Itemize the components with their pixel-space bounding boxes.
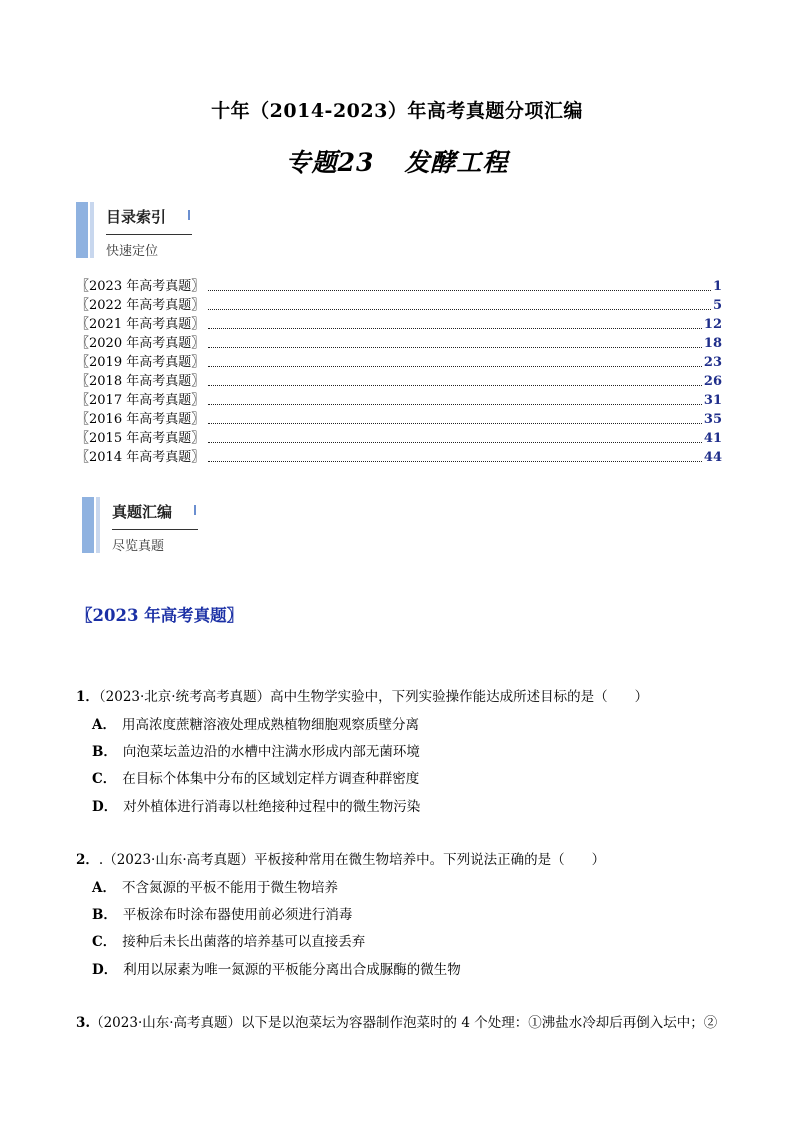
toc-row[interactable] (76, 428, 722, 447)
toc-leader (208, 461, 702, 462)
question-1 (76, 685, 648, 705)
topic-title (0, 143, 794, 179)
toc-row[interactable] (76, 390, 722, 409)
toc-row[interactable] (76, 276, 722, 295)
toc-label: 〖2021 年高考真题〗 (76, 317, 205, 332)
toc-label: 〖2022 年高考真题〗 (76, 298, 205, 313)
toc-leader (208, 366, 702, 367)
option-text: 用高浓度蔗糖溶液处理成熟植物细胞观察质壁分离 (121, 717, 419, 733)
toc-leader (208, 290, 711, 291)
toc-page[interactable]: 12 (703, 317, 722, 332)
toc-leader (208, 404, 702, 405)
toc-page[interactable]: 23 (703, 355, 722, 370)
accent-bar-light (90, 202, 94, 258)
toc-row[interactable] (76, 314, 722, 333)
option-text: 不含氮源的平板不能用于微生物培养 (121, 880, 338, 896)
option-b (92, 903, 352, 923)
toc-page[interactable]: 31 (703, 393, 722, 408)
toc-row[interactable] (76, 333, 722, 352)
accent-bar (76, 202, 88, 258)
toc-leader (208, 309, 711, 310)
option-letter: A． (92, 717, 116, 733)
toc-row[interactable] (76, 447, 722, 466)
toc-page[interactable]: 44 (703, 450, 722, 465)
question-number: 2． (76, 852, 99, 868)
option-text: 利用以尿素为唯一氮源的平板能分离出合成脲酶的微生物 (123, 962, 461, 978)
option-a (92, 876, 338, 896)
topic-number: 专题23 (285, 148, 375, 177)
accent-bar (82, 497, 94, 553)
toc-label: 〖2019 年高考真题〗 (76, 355, 205, 370)
heading-rule (106, 234, 192, 235)
question-2 (76, 848, 605, 868)
toc-leader (208, 423, 702, 424)
toc-label: 〖2020 年高考真题〗 (76, 336, 205, 351)
option-a (92, 713, 419, 733)
heading-tick-icon (188, 210, 190, 220)
toc-label: 〖2015 年高考真题〗 (76, 431, 205, 446)
option-letter: D． (92, 799, 118, 815)
toc-leader (208, 328, 702, 329)
question-number: 3. (76, 1015, 91, 1031)
option-text: 对外植体进行消毒以杜绝接种过程中的微生物污染 (123, 799, 421, 815)
option-letter: A． (92, 880, 116, 896)
accent-bar-light (96, 497, 100, 553)
topic-name: 发酵工程 (404, 148, 509, 177)
option-text: 向泡菜坛盖边沿的水槽中注满水形成内部无菌环境 (122, 744, 420, 760)
option-d (92, 958, 461, 978)
option-letter: C． (92, 771, 117, 787)
toc-page[interactable]: 35 (703, 412, 722, 427)
toc-page[interactable]: 18 (703, 336, 722, 351)
toc-row[interactable] (76, 295, 722, 314)
question-text: （2023·山东·高考真题）以下是以泡菜坛为容器制作泡菜时的 4 个处理：①沸盐水冷却后再倒入坛中；② (90, 1015, 718, 1031)
toc-label: 〖2018 年高考真题〗 (76, 374, 205, 389)
option-text: 平板涂布时涂布器使用前必须进行消毒 (122, 907, 353, 923)
option-letter: B． (92, 907, 117, 923)
toc-page[interactable]: 26 (703, 374, 722, 389)
index-heading: 目录索引 (106, 208, 167, 226)
option-c (92, 930, 365, 950)
toc-label: 〖2023 年高考真题〗 (76, 279, 205, 294)
compile-heading: 真题汇编 (112, 503, 173, 521)
index-subheading: 快速定位 (106, 244, 159, 259)
toc-leader (208, 347, 702, 348)
question-number: 1． (76, 689, 99, 705)
question-3 (76, 1011, 717, 1031)
toc-label: 〖2014 年高考真题〗 (76, 450, 205, 465)
toc-label: 〖2017 年高考真题〗 (76, 393, 205, 408)
option-text: 在目标个体集中分布的区域划定样方调查种群密度 (122, 771, 420, 787)
option-letter: B． (92, 744, 117, 760)
toc-leader (208, 385, 702, 386)
toc-row[interactable] (76, 371, 722, 390)
option-letter: D． (92, 962, 118, 978)
section-heading: 〖2023 年高考真题〗 (76, 606, 244, 625)
option-b (92, 740, 420, 760)
table-of-contents (76, 276, 722, 466)
option-text: 接种后未长出菌落的培养基可以直接丢弃 (122, 934, 366, 950)
toc-page[interactable]: 1 (712, 279, 722, 294)
toc-page[interactable]: 41 (703, 431, 722, 446)
compile-subheading: 尽览真题 (112, 539, 165, 554)
toc-label: 〖2016 年高考真题〗 (76, 412, 205, 427)
page-title: 十年（2014-2023）年高考真题分项汇编 (211, 100, 583, 122)
option-d (92, 795, 420, 815)
toc-page[interactable]: 5 (712, 298, 722, 313)
question-text: .（2023·山东·高考真题）平板接种常用在微生物培养中。下列说法正确的是（ ） (98, 852, 606, 868)
heading-rule (112, 529, 198, 530)
option-letter: C． (92, 934, 117, 950)
question-text: （2023·北京·统考高考真题）高中生物学实验中，下列实验操作能达成所述目标的是（ ） (98, 689, 649, 705)
toc-row[interactable] (76, 352, 722, 371)
toc-row[interactable] (76, 409, 722, 428)
toc-leader (208, 442, 702, 443)
heading-tick-icon (194, 505, 196, 515)
option-c (92, 767, 419, 787)
